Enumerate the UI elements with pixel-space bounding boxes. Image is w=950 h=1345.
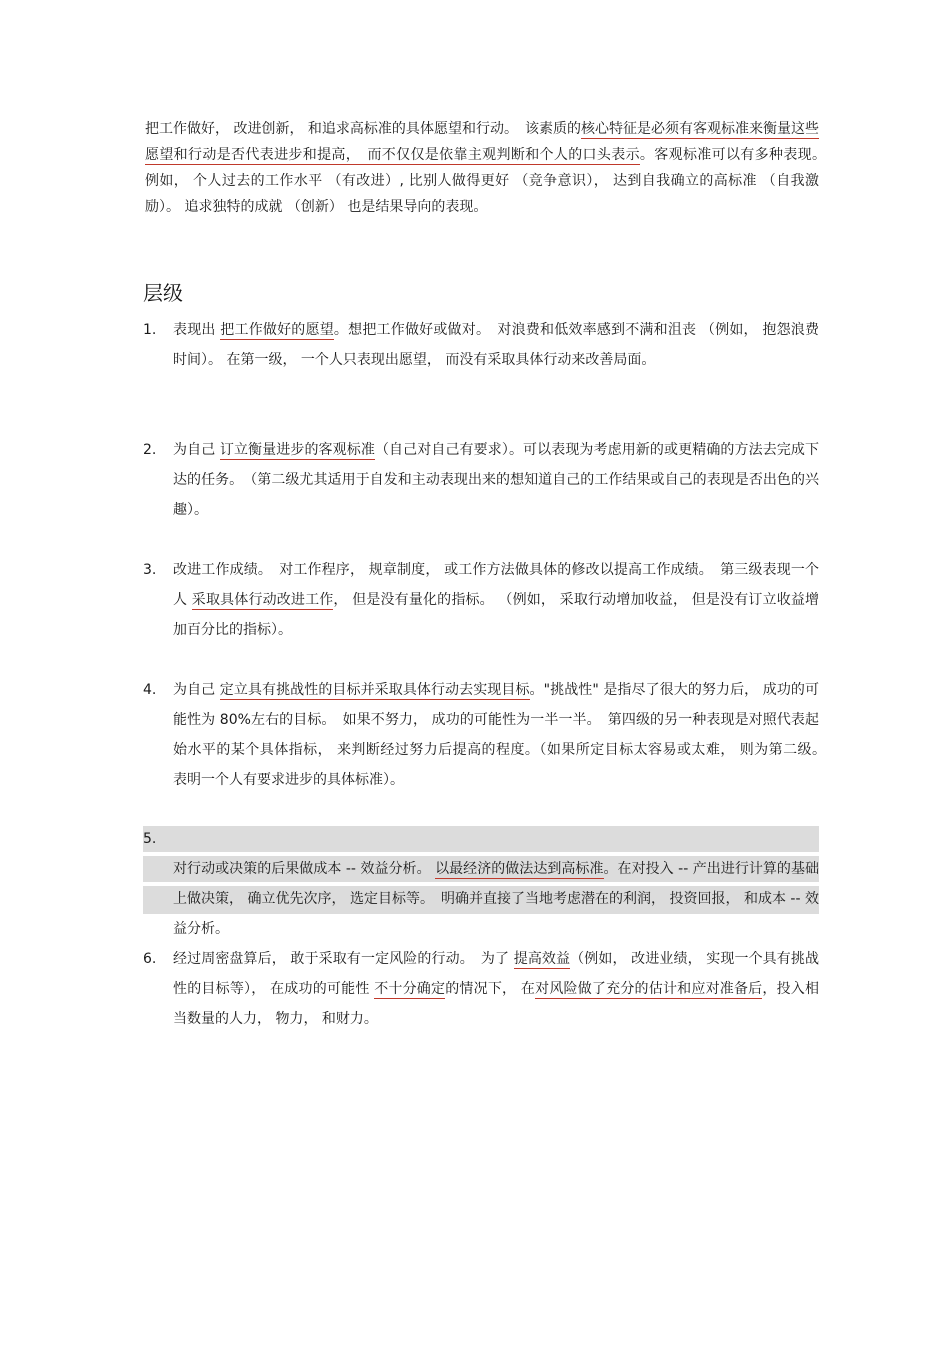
item-underlined-text: 定立具有挑战性的目标并采取具体行动去实现目标: [219, 682, 530, 698]
item-underlined-text: 把工作做好的愿望: [220, 322, 334, 338]
item-body: [173, 435, 819, 525]
item-body: [173, 315, 819, 375]
item-text: 对行动或决策的后果做成本 -- 效益分析。: [173, 861, 431, 877]
item-text: 经过周密盘算后， 敢于采取有一定风险的行动。 为了: [173, 951, 510, 967]
list-item-6: [143, 944, 819, 1034]
item-body: [173, 854, 819, 944]
item-body: [173, 555, 819, 645]
item-text: 表现出: [173, 322, 216, 338]
intro-text-2: 。客观标准可以有多种表现。 例如， 个人过去的工作水平 （有改进）, 比别人做得更好 （竞争意识）， 达到自我确立的高标准 （自我激励）。 追求独特的成就 （创新） 也是结果导向的表现。: [145, 147, 834, 215]
item-number: 3.: [143, 562, 157, 578]
item-text: ， 但是没有量化的指标。 （例如， 采取行动增加收益， 但是没有订立收益增加百分比的指标）。: [173, 592, 820, 638]
list-item-1: [143, 315, 819, 375]
item-text: 。想把工作做好或做对。 对浪费和低效率感到不满和沮丧 （例如， 抱怨浪费时间）。 在第一级， 一个人只表现出愿望， 而没有采取具体行动来改善局面。: [173, 322, 819, 368]
item-text: 。"挑战性" 是指尽了很大的努力后， 成功的可能性为 80%左右的目标。 如果不努力， 成功的可能性为一半一半。 第四级的另一种表现是对照代表起始水平的某个具体指标， 来判断经过努力后提高的程度。（如果所定目标太容易或太难， 则为第二级。 表明一个人有要求进步的具体标准）。: [173, 682, 833, 788]
item-underlined-text: 对风险做了充分的估计和应对准备后: [535, 981, 763, 997]
intro-paragraph: [145, 116, 834, 220]
section-heading: 层级: [143, 281, 183, 305]
item-underlined-text: 不十分确定: [374, 981, 446, 997]
item-underlined-text: 订立衡量进步的客观标准: [219, 442, 375, 458]
item-body: [173, 944, 819, 1034]
item-underlined-text: 以最经济的做法达到高标准: [435, 861, 604, 877]
item-text: 为自己: [173, 442, 216, 458]
item-number: 5.: [143, 831, 157, 847]
list-item-2: [143, 435, 819, 525]
intro-underlined-text: 核心特征是必须有客观标准来衡量这些愿望和行动是否代表进步和提高， 而不仅仅是依靠主观判断和个人的口头表示: [145, 121, 819, 163]
item-body: [173, 675, 833, 795]
item-text: （自己对自己有要求）。可以表现为考虑用新的或更精确的方法去完成下达的任务。 （第二级尤其适用于自发和主动表现出来的想知道自己的工作结果或自己的表现是否出色的兴趣）。: [173, 442, 820, 518]
list-item-5: [143, 824, 819, 944]
item-text: 为自己: [173, 682, 216, 698]
item-number: 4.: [143, 682, 157, 698]
item-number: 2.: [143, 442, 157, 458]
item-text: ，投入相当数量的人力， 物力， 和财力。: [173, 981, 820, 1027]
item-underlined-text: 提高效益: [513, 951, 571, 967]
item-text: （例如， 改进业绩， 实现一个具有挑战性的目标等）， 在成功的可能性: [173, 951, 820, 997]
item-text: 的情况下， 在: [445, 981, 536, 997]
item-text: 。在对投入 -- 产出进行计算的基础上做决策， 确立优先次序， 选定目标等。 明确并直接了当地考虑潜在的利润， 投资回报， 和成本 -- 效益分析。: [173, 861, 819, 937]
item-number: 1.: [143, 322, 157, 338]
item-number: 6.: [143, 951, 157, 967]
intro-text-1: 把工作做好， 改进创新， 和追求高标准的具体愿望和行动。 该素质的: [145, 121, 581, 137]
item-underlined-text: 采取具体行动改进工作: [191, 592, 334, 608]
list-item-4: [143, 675, 833, 795]
list-item-3: [143, 555, 819, 645]
item-text: 改进工作成绩。 对工作程序， 规章制度， 或工作方法做具体的修改以提高工作成绩。 第三级表现一个人: [173, 562, 819, 608]
